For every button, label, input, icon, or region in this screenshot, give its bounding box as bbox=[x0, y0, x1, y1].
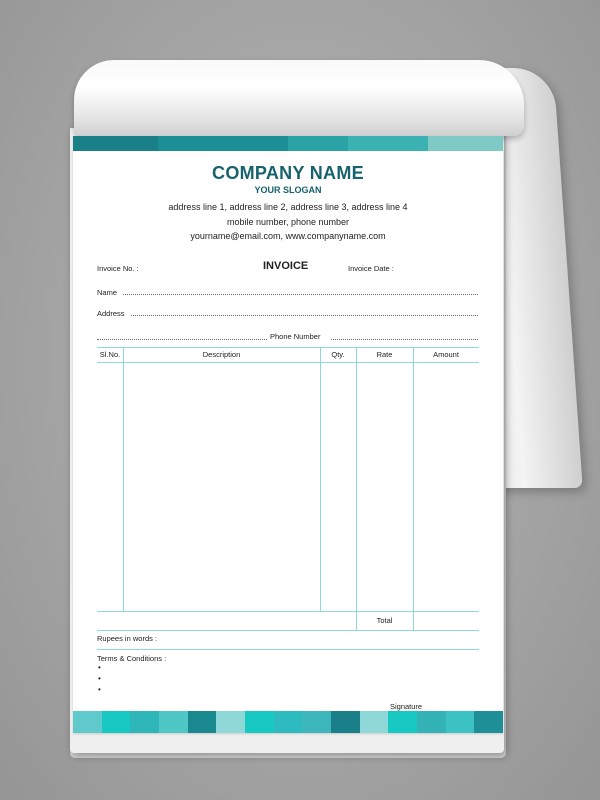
bottom-bar-segment bbox=[188, 711, 217, 733]
terms-bullet-2: • bbox=[98, 674, 101, 683]
bottom-bar-segment bbox=[274, 711, 303, 733]
terms-bullet-3: • bbox=[98, 685, 101, 694]
top-bar-segment bbox=[428, 136, 503, 151]
bottom-bar-segment bbox=[216, 711, 245, 733]
bottom-bar-segment bbox=[73, 711, 102, 733]
bottom-bar-segment bbox=[446, 711, 475, 733]
address-label: Address bbox=[97, 309, 125, 318]
bottom-bar-segment bbox=[331, 711, 360, 733]
invoice-no-label: Invoice No. : bbox=[97, 264, 139, 273]
table-top-border bbox=[97, 347, 479, 348]
bottom-bar-segment bbox=[360, 711, 389, 733]
phone-number-label: Phone Number bbox=[270, 332, 321, 341]
col-header-slno: Sl.No. bbox=[99, 350, 121, 359]
company-phones: mobile number, phone number bbox=[226, 217, 350, 227]
col-divider-1 bbox=[123, 347, 124, 611]
company-name: COMPANY NAME bbox=[212, 163, 364, 183]
bottom-color-bar bbox=[73, 711, 503, 733]
table-header-border bbox=[97, 362, 479, 363]
phone-line bbox=[331, 339, 478, 340]
col-header-rate: Rate bbox=[376, 350, 393, 359]
bottom-bar-segment bbox=[159, 711, 188, 733]
bottom-bar-segment bbox=[102, 711, 131, 733]
total-label: Total bbox=[376, 616, 393, 625]
terms-bullet-1: • bbox=[98, 663, 101, 672]
rupees-border bbox=[97, 649, 479, 650]
top-bar-segment bbox=[288, 136, 348, 151]
top-bar-segment bbox=[348, 136, 428, 151]
col-header-amount: Amount bbox=[433, 350, 459, 359]
col-divider-4 bbox=[413, 347, 414, 630]
col-header-description: Description bbox=[202, 350, 241, 359]
name-line bbox=[123, 294, 478, 295]
address-line bbox=[131, 315, 478, 316]
bottom-bar-segment bbox=[130, 711, 159, 733]
col-divider-2 bbox=[320, 347, 321, 611]
top-bar-segment bbox=[158, 136, 288, 151]
company-contact: yourname@email.com, www.companyname.com bbox=[190, 231, 386, 241]
top-color-bar bbox=[73, 136, 503, 151]
col-divider-3 bbox=[356, 347, 357, 630]
table-total-border bbox=[97, 630, 479, 631]
rolled-binding bbox=[74, 60, 524, 136]
invoice-title: INVOICE bbox=[263, 260, 309, 272]
invoice-page bbox=[73, 136, 503, 733]
address-line-2 bbox=[97, 339, 267, 340]
bottom-bar-segment bbox=[474, 711, 503, 733]
bottom-bar-segment bbox=[245, 711, 274, 733]
table-body-border bbox=[97, 611, 479, 612]
company-slogan: YOUR SLOGAN bbox=[254, 185, 322, 195]
invoice-date-label: Invoice Date : bbox=[348, 264, 394, 273]
bottom-bar-segment bbox=[417, 711, 446, 733]
name-label: Name bbox=[97, 288, 118, 297]
signature-label: Signature bbox=[390, 702, 423, 711]
bottom-bar-segment bbox=[388, 711, 417, 733]
company-address: address line 1, address line 2, address line 3, address line 4 bbox=[168, 202, 408, 212]
terms-label: Terms & Conditions : bbox=[97, 654, 167, 663]
rupees-in-words-label: Rupees in words : bbox=[97, 634, 158, 643]
top-bar-segment bbox=[73, 136, 158, 151]
bottom-bar-segment bbox=[302, 711, 331, 733]
col-header-qty: Qty. bbox=[331, 350, 345, 359]
